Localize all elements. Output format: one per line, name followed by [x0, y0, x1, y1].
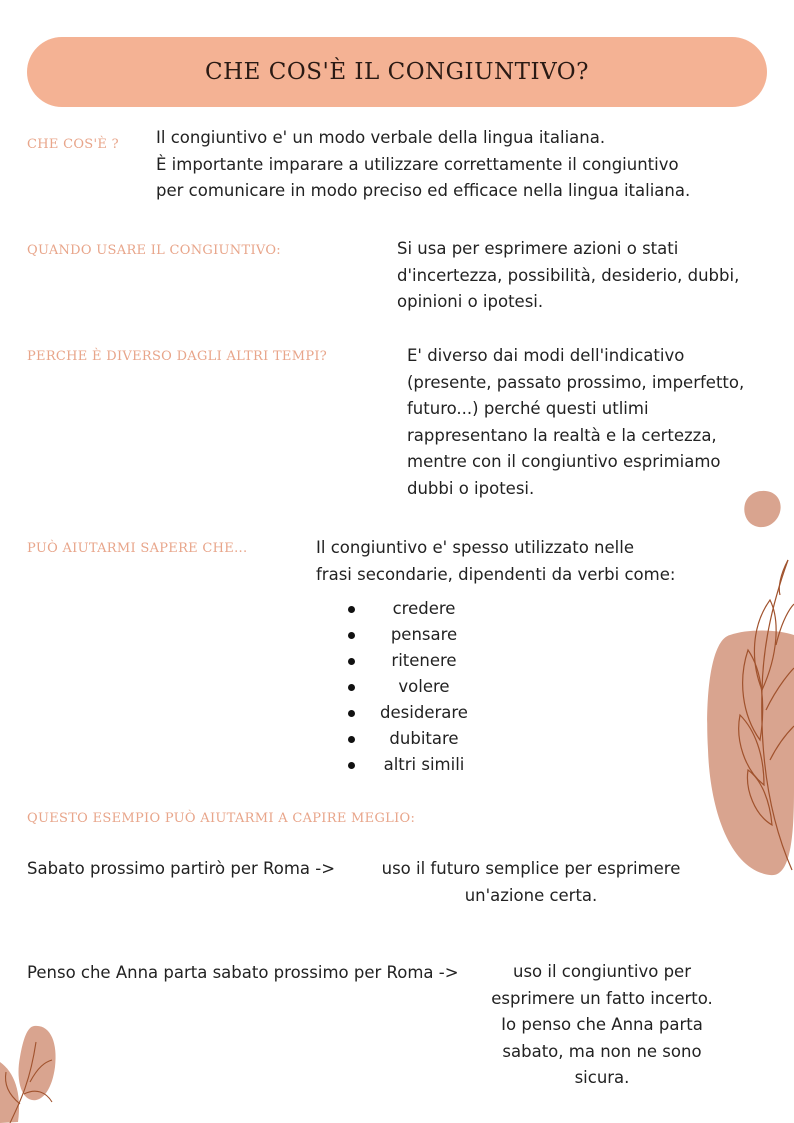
text-line: uso il futuro semplice per esprimere — [381, 859, 681, 878]
decorative-leaf-branch-right — [700, 540, 794, 880]
text-line: rappresentano la realtà e la certezza, — [407, 425, 717, 445]
text-line: E' diverso dai modi dell'indicativo — [407, 346, 685, 365]
text-line: Io penso che Anna parta — [501, 1015, 703, 1034]
text-line: d'incertezza, possibilità, desiderio, dubbi, — [397, 265, 740, 285]
section-label-when-to-use: QUANDO USARE IL CONGIUNTIVO: — [27, 243, 281, 258]
decorative-leaf-bottom-left — [0, 1022, 62, 1123]
list-item: credere — [340, 596, 480, 622]
text-line: sicura. — [574, 1068, 630, 1087]
section-label-example: QUESTO ESEMPIO PUÒ AIUTARMI A CAPIRE MEGLIO: — [27, 811, 416, 826]
text-line: mentre con il congiuntivo esprimiamo — [407, 452, 721, 471]
section-text-what-is — [156, 125, 690, 205]
list-item: dubitare — [340, 726, 480, 752]
text-line: un'azione certa. — [464, 885, 598, 905]
decorative-dot — [742, 490, 784, 530]
verb-list — [340, 596, 480, 778]
page-title: CHE COS'È IL CONGIUNTIVO? — [205, 59, 589, 85]
text-line: esprimere un fatto incerto. — [491, 988, 713, 1008]
example-explanation-1 — [374, 856, 688, 909]
text-line: Il congiuntivo e' spesso utilizzato nelle — [316, 538, 634, 557]
list-item: ritenere — [340, 648, 480, 674]
section-label-helpful-to-know: PUÒ AIUTARMI SAPERE CHE... — [27, 541, 248, 556]
example-sentence-2: Penso che Anna parta sabato prossimo per Roma -> — [27, 963, 459, 982]
title-banner — [27, 37, 767, 107]
section-text-helpful-to-know — [316, 535, 675, 588]
text-line: (presente, passato prossimo, imperfetto, — [407, 372, 745, 392]
section-text-why-different — [407, 343, 744, 502]
text-line: sabato, ma non ne sono — [502, 1041, 702, 1061]
text-line: opinioni o ipotesi. — [397, 292, 544, 311]
text-line: Si usa per esprimere azioni o stati — [397, 239, 679, 258]
list-item: desiderare — [340, 700, 480, 726]
text-line: È importante imparare a utilizzare correttamente il congiuntivo — [156, 154, 679, 174]
section-text-when-to-use — [397, 236, 739, 316]
section-label-why-different: PERCHE È DIVERSO DAGLI ALTRI TEMPI? — [27, 349, 328, 364]
text-line: futuro...) perché questi utlimi — [407, 399, 649, 418]
text-line: per comunicare in modo preciso ed efficace nella lingua italiana. — [156, 181, 691, 200]
example-explanation-2 — [480, 959, 724, 1092]
list-item: pensare — [340, 622, 480, 648]
text-line: Il congiuntivo e' un modo verbale della lingua italiana. — [156, 128, 606, 147]
list-item: altri simili — [340, 752, 480, 778]
section-label-what-is: CHE COS'È ? — [27, 137, 119, 152]
text-line: uso il congiuntivo per — [513, 962, 691, 981]
text-line: dubbi o ipotesi. — [407, 478, 535, 498]
example-sentence-1: Sabato prossimo partirò per Roma -> — [27, 859, 336, 878]
list-item: volere — [340, 674, 480, 700]
text-line: frasi secondarie, dipendenti da verbi come: — [316, 564, 676, 584]
